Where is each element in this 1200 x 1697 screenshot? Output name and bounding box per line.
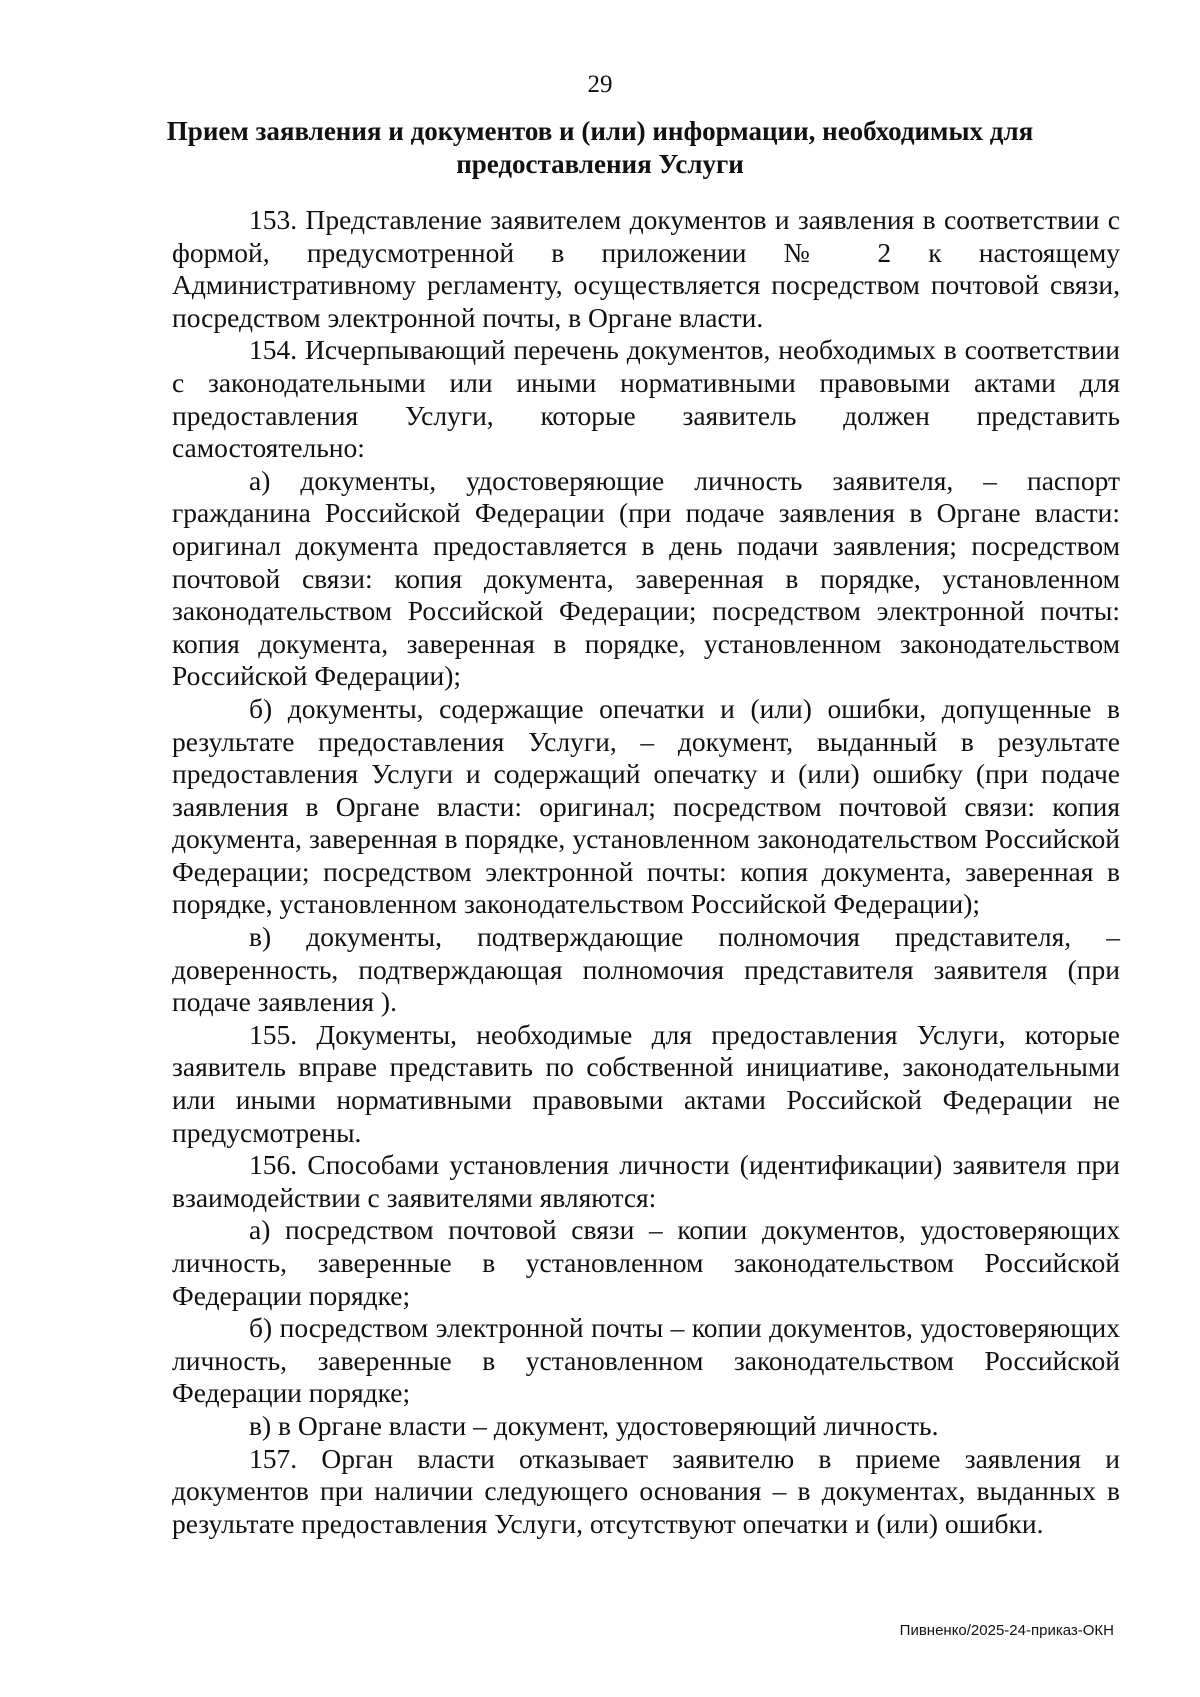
section-heading bbox=[150, 115, 1050, 181]
section-heading-line-2: предоставления Услуги bbox=[456, 149, 744, 179]
paragraph-154-b: б) документы, содержащие опечатки и (или) ошибки, допущенные в результате предоставления Услуги, – документ, выданный в результате предоставления Услуги и содержащий опечатку и (или) ошибку (при подаче заявления в Органе власти: оригинал; посредством почтовой связи: копия документа, заверенная в порядке, установленном законодательством Российской Федерации; посредством электронной почты: копия документа, заверенная в порядке, установленном законодательством Российской Федерации); bbox=[172, 692, 1120, 920]
document-body bbox=[172, 204, 1120, 1540]
paragraph-156: 156. Способами установления личности (идентификации) заявителя при взаимодействии с заявителями являются: bbox=[172, 1149, 1120, 1213]
paragraph-155: 155. Документы, необходимые для предоставления Услуги, которые заявитель вправе представить по собственной инициативе, законодательными или иными нормативными правовыми актами Российской Федерации не предусмотрены. bbox=[172, 1018, 1120, 1148]
paragraph-157: 157. Орган власти отказывает заявителю в приеме заявления и документов при наличии следующего основания – в документах, выданных в результате предоставления Услуги, отсутствуют опечатки и (или) ошибки. bbox=[172, 1442, 1120, 1539]
section-heading-line-1: Прием заявления и документов и (или) информации, необходимых для bbox=[166, 116, 1034, 146]
paragraph-153: 153. Представление заявителем документов и заявления в соответствии с формой, предусмотренной в приложении № 2 к настоящему Административному регламенту, осуществляется посредством почтовой связи, посредством электронной почты, в Органе власти. bbox=[172, 204, 1120, 333]
paragraph-156-a: а) посредством почтовой связи – копии документов, удостоверяющих личность, заверенные в установленном законодательством Российской Федерации порядке; bbox=[172, 1214, 1120, 1311]
paragraph-156-v: в) в Органе власти – документ, удостоверяющий личность. bbox=[249, 1409, 939, 1441]
page-number: 29 bbox=[587, 71, 613, 98]
paragraph-154: 154. Исчерпывающий перечень документов, необходимых в соответствии с законодательными или иными нормативными правовыми актами для предоставления Услуги, которые заявитель должен представить самостоятельно: bbox=[172, 334, 1120, 464]
document-footer-reference: Пивненко/2025-24-приказ-ОКН bbox=[899, 1622, 1114, 1639]
paragraph-156-b: б) посредством электронной почты – копии документов, удостоверяющих личность, заверенные в установленном законодательством Российской Федерации порядке; bbox=[172, 1312, 1120, 1409]
paragraph-154-a: а) документы, удостоверяющие личность заявителя, – паспорт гражданина Российской Федерации (при подаче заявления в Органе власти: оригинал документа предоставляется в день подачи заявления; посредством почтовой связи: копия документа, заверенная в порядке, установленном законодательством Российской Федерации; посредством электронной почты: копия документа, заверенная в порядке, установленном законодательством Российской Федерации); bbox=[172, 464, 1120, 692]
paragraph-154-v: в) документы, подтверждающие полномочия представителя, – доверенность, подтверждающая полномочия представителя заявителя (при подаче заявления ). bbox=[172, 921, 1120, 1018]
